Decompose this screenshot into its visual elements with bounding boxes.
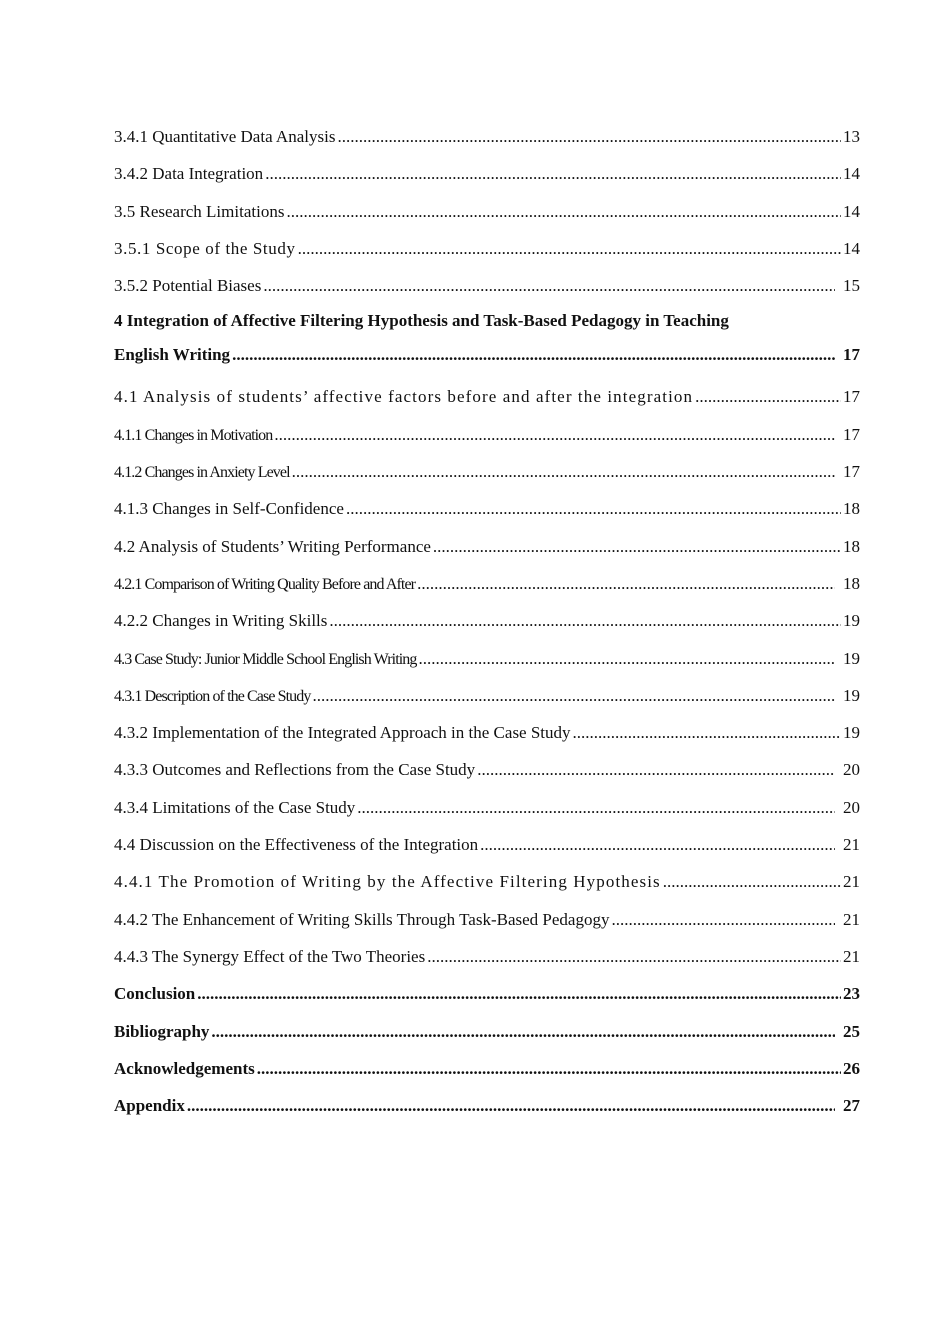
dot-leader: [292, 453, 835, 490]
dot-leader: [346, 490, 841, 527]
toc-entry-page: 17: [843, 462, 860, 482]
toc-entry-label: 4.4 Discussion on the Effectiveness of the Integration: [114, 835, 479, 855]
toc-entry-label: Acknowledgements: [114, 1058, 255, 1078]
toc-entry-label: 4.3.4 Limitations of the Case Study: [114, 797, 356, 817]
toc-entry-label: 4.1.3 Changes in Self-Confidence: [114, 499, 344, 519]
dot-leader: [695, 378, 841, 415]
dot-leader: [418, 640, 835, 677]
toc-entry-page: 14: [843, 201, 860, 221]
toc-entry-4-1-3[interactable]: [114, 490, 860, 527]
toc-entry-page: 26: [843, 1058, 860, 1078]
toc-entry-page: 15: [843, 276, 860, 296]
toc-entry-page: 19: [843, 611, 860, 631]
toc-entry-label: 4.1 Analysis of students’ affective factors before and after the integration: [114, 387, 694, 407]
dot-leader: [337, 118, 841, 155]
toc-entry-4-1-2[interactable]: [114, 453, 860, 490]
dot-leader: [211, 1013, 835, 1050]
toc-entry-4-1-1[interactable]: [114, 416, 860, 453]
dot-leader: [357, 789, 835, 826]
toc-entry-label: 4.3.1 Description of the Case Study: [114, 687, 311, 705]
toc-entry-label: 4.4.2 The Enhancement of Writing Skills Through Task-Based Pedagogy: [114, 909, 610, 929]
dot-leader: [263, 267, 835, 304]
toc-entry-page: 21: [843, 909, 860, 929]
toc-entry-3-5-2[interactable]: [114, 267, 860, 304]
toc-entry-appendix[interactable]: [114, 1087, 860, 1124]
toc-entry-label: 4.2.2 Changes in Writing Skills: [114, 611, 328, 631]
toc-entry-label: 4.2 Analysis of Students’ Writing Performance: [114, 536, 431, 556]
dot-leader: [298, 230, 841, 267]
toc-entry-label: English Writing: [114, 345, 231, 365]
toc-entry-4-2-1[interactable]: [114, 565, 860, 602]
dot-leader: [663, 863, 841, 900]
toc-entry-page: 14: [843, 238, 860, 258]
toc-entry-page: 17: [843, 345, 860, 365]
toc-entry-label: 3.4.1 Quantitative Data Analysis: [114, 127, 336, 146]
dot-leader: [265, 155, 841, 192]
toc-entry-label: 4.3.2 Implementation of the Integrated Approach in the Case Study: [114, 723, 571, 743]
toc-entry-label: 4.1.2 Changes in Anxiety Level: [114, 464, 290, 482]
toc-entry-page: 27: [843, 1096, 860, 1116]
toc-entry-page: 17: [843, 387, 860, 407]
toc-entry-label: Appendix: [114, 1096, 185, 1116]
dot-leader: [417, 565, 835, 602]
toc-entry-label: 4.4.3 The Synergy Effect of the Two Theories: [114, 946, 426, 966]
toc-entry-bibliography[interactable]: [114, 1013, 860, 1050]
toc-entry-page: 13: [843, 127, 860, 146]
toc-entry-label: 4.3.3 Outcomes and Reflections from the Case Study: [114, 760, 476, 780]
toc-entry-4-3-2[interactable]: [114, 714, 860, 751]
toc-entry-label: 3.4.2 Data Integration: [114, 164, 264, 184]
toc-entry-page: 21: [843, 872, 860, 892]
dot-leader: [257, 1050, 841, 1087]
toc-entry-label: 4.3 Case Study: Junior Middle School English Writing: [114, 650, 417, 668]
toc-entry-label: 3.5.1 Scope of the Study: [114, 238, 296, 258]
toc-entry-3-5-1[interactable]: [114, 230, 860, 267]
toc-entry-page: 20: [843, 760, 860, 780]
toc-entry-4-4-2[interactable]: [114, 901, 860, 938]
toc-chapter-4-heading[interactable]: 4 Integration of Affective Filtering Hypothesis and Task-Based Pedagogy in Teaching: [114, 311, 729, 331]
dot-leader: [286, 193, 841, 230]
toc-entry-conclusion[interactable]: [114, 975, 860, 1012]
dot-leader: [427, 938, 841, 975]
toc-entry-label: Conclusion: [114, 984, 196, 1004]
toc-entry-4-3[interactable]: [114, 640, 860, 677]
toc-entry-page: 19: [843, 685, 860, 705]
toc-entry-page: 18: [843, 499, 860, 519]
dot-leader: [329, 602, 841, 639]
toc-entry-page: 18: [843, 573, 860, 593]
dot-leader: [197, 975, 841, 1012]
toc-entry-label: 4.2.1 Comparison of Writing Quality Before and After: [114, 575, 416, 593]
dot-leader: [312, 677, 835, 714]
toc-chapter-4[interactable]: [114, 338, 860, 372]
dot-leader: [573, 714, 841, 751]
dot-leader: [232, 338, 835, 372]
toc-entry-4-1[interactable]: [114, 378, 860, 415]
toc-entry-label: Bibliography: [114, 1021, 210, 1041]
toc-entry-label: 4.1.1 Changes in Motivation: [114, 426, 273, 444]
toc-entry-3-4-1[interactable]: [114, 118, 860, 155]
toc-entry-3-4-2[interactable]: [114, 155, 860, 192]
toc-entry-page: 21: [843, 946, 860, 966]
toc-entry-label: 3.5.2 Potential Biases: [114, 276, 262, 296]
toc-entry-page: 21: [843, 835, 860, 855]
toc-entry-label: 4.4.1 The Promotion of Writing by the Affective Filtering Hypothesis: [114, 872, 661, 892]
toc-entry-page: 17: [843, 424, 860, 444]
toc-entry-page: 18: [843, 536, 860, 556]
toc-entry-page: 23: [843, 984, 860, 1004]
toc-entry-page: 14: [843, 164, 860, 184]
toc-entry-4-3-1[interactable]: [114, 677, 860, 714]
toc-entry-4-4-3[interactable]: [114, 938, 860, 975]
toc-entry-4-2-2[interactable]: [114, 602, 860, 639]
toc-entry-page: 19: [843, 723, 860, 743]
toc-entry-4-4-1[interactable]: [114, 863, 860, 900]
toc-entry-acknowledgements[interactable]: [114, 1050, 860, 1087]
toc-entry-4-4[interactable]: [114, 826, 860, 863]
toc-entry-4-2[interactable]: [114, 528, 860, 565]
toc-entry-4-3-3[interactable]: [114, 751, 860, 788]
toc-entry-page: 20: [843, 797, 860, 817]
dot-leader: [187, 1087, 835, 1124]
toc-entry-3-5[interactable]: [114, 193, 860, 230]
toc-entry-4-3-4[interactable]: [114, 789, 860, 826]
toc-entry-page: 25: [843, 1021, 860, 1041]
dot-leader: [480, 826, 835, 863]
dot-leader: [274, 416, 835, 453]
dot-leader: [477, 751, 835, 788]
dot-leader: [611, 901, 835, 938]
toc-entry-label: 3.5 Research Limitations: [114, 201, 285, 221]
dot-leader: [433, 528, 841, 565]
table-of-contents: [114, 118, 860, 1124]
toc-entry-page: 19: [843, 648, 860, 668]
